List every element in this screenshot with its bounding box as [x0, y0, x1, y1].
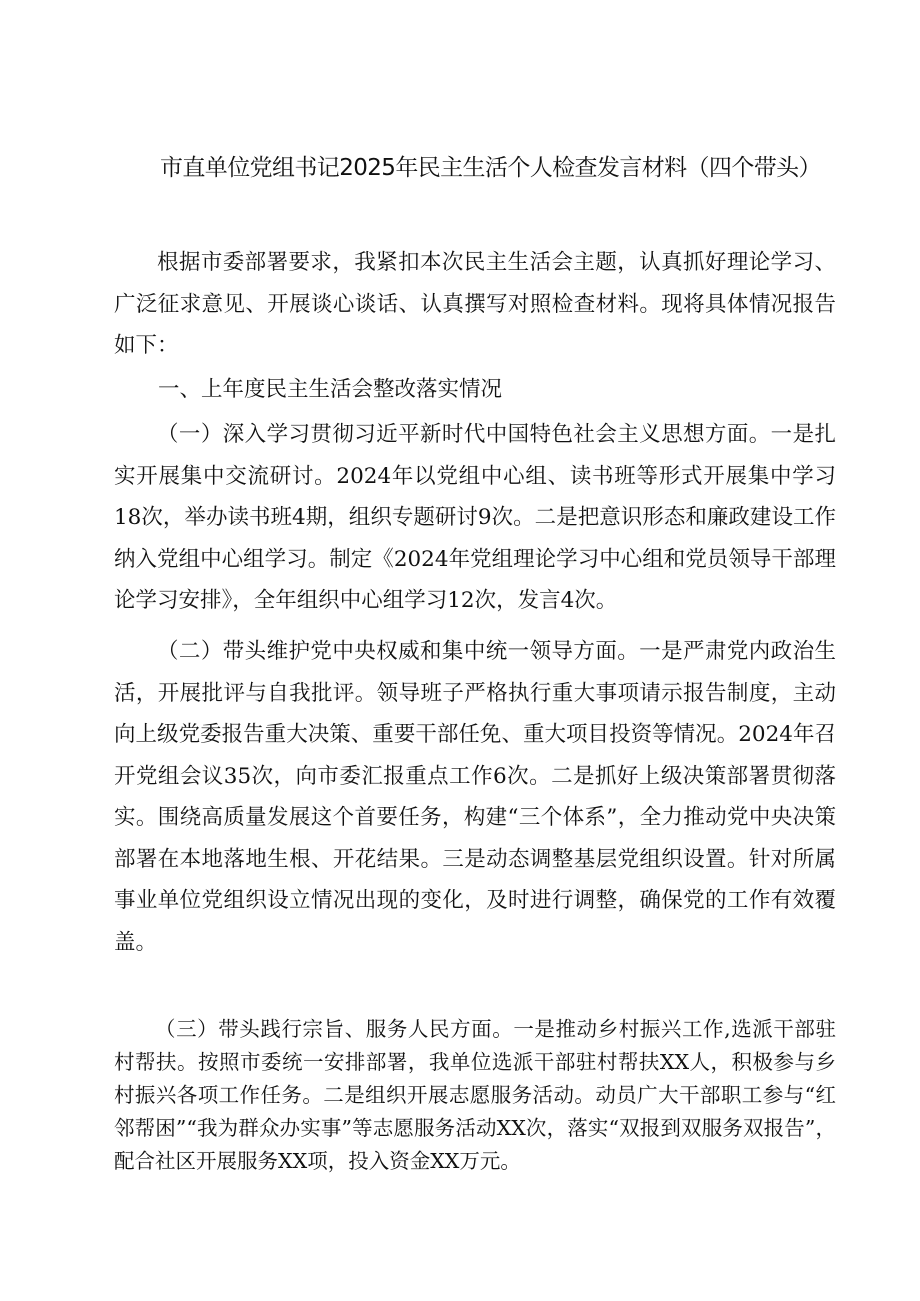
section-heading: 一、上年度民主生活会整改落实情况	[158, 377, 503, 402]
paragraph-serve-people: （三）带头践行宗旨、服务人民方面。一是推动乡村振兴工作,选派干部驻村帮扶。按照市委统一安排部署，我单位选派干部驻村帮扶XX人，积极参与乡村振兴各项工作任务。二是组织开展志愿服务活动。动员广大干部职工参与“红邻帮困”“我为群众办实事”等志愿服务活动XX次，落实“双报到双服务双报告”，配合社区开展服务XX项，投入资金XX万元。	[114, 1017, 836, 1173]
intro-paragraph: 根据市委部署要求，我紧扣本次民主生活会主题，认真抓好理论学习、广泛征求意见、开展谈心谈话、认真撰写对照检查材料。现将具体情况报告如下：	[114, 250, 836, 358]
document-title: 市直单位党组书记2025年民主生活个人检查发言材料（四个带头）	[160, 155, 821, 181]
paragraph-central-authority: （二）带头维护党中央权威和集中统一领导方面。一是严肃党内政治生活，开展批评与自我批评。领导班子严格执行重大事项请示报告制度，主动向上级党委报告重大决策、重要干部任免、重大项目投资等情况。2024年召开党组会议35次，向市委汇报重点工作6次。二是抓好上级决策部署贯彻落实。围绕高质量发展这个首要任务，构建“三个体系”，全力推动党中央决策部署在本地落地生根、开花结果。三是动态调整基层党组织设置。针对所属事业单位党组织设立情况出现的变化，及时进行调整，确保党的工作有效覆盖。	[114, 639, 836, 955]
paragraph-theory-study: （一）深入学习贯彻习近平新时代中国特色社会主义思想方面。一是扎实开展集中交流研讨。2024年以党组中心组、读书班等形式开展集中学习18次，举办读书班4期，组织专题研讨9次。二是把意识形态和廉政建设工作纳入党组中心组学习。制定《2024年党组理论学习中心组和党员领导干部理论学习安排》，全年组织中心组学习12次，发言4次。	[114, 422, 836, 613]
